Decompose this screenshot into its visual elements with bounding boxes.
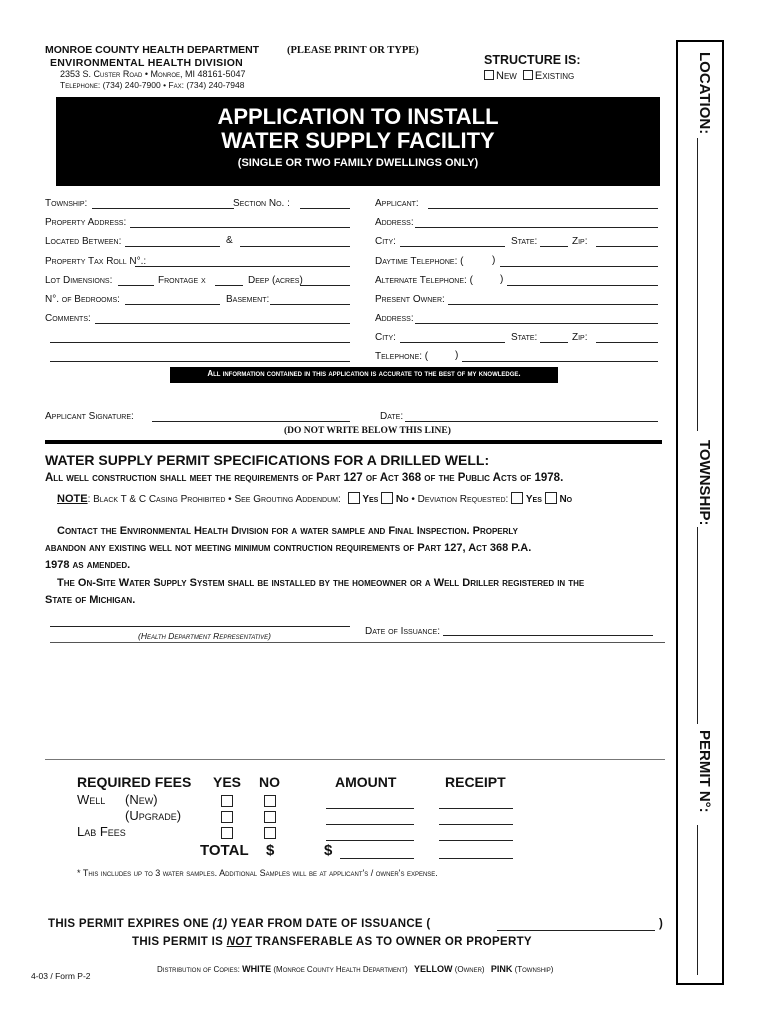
section-field[interactable] — [300, 208, 350, 209]
total-label: TOTAL — [200, 842, 249, 859]
division-name: ENVIRONMENTAL HEALTH DIVISION — [50, 57, 244, 69]
banner-title-2: WATER SUPPLY FACILITY — [221, 128, 495, 153]
dist-white-who: (Monroe County Health Department) — [273, 965, 408, 974]
zip-label: Zip: — [572, 236, 588, 247]
para2-line2: State of Michigan. — [45, 594, 136, 606]
structure-new-checkbox[interactable] — [484, 70, 494, 80]
total-dollar-1: $ — [266, 842, 275, 859]
comments-field-3[interactable] — [50, 361, 350, 362]
located-between-field-1[interactable] — [125, 246, 220, 247]
rep-signature-field[interactable] — [50, 626, 350, 627]
receipt-field-1[interactable] — [439, 808, 513, 809]
owner-phone-field[interactable] — [462, 361, 658, 362]
date-field[interactable] — [405, 421, 658, 422]
property-address-field[interactable] — [130, 227, 350, 228]
structure-new-label: New — [496, 70, 517, 82]
basement-label: Basement: — [226, 294, 270, 305]
transfer-pre: THIS PERMIT IS — [132, 936, 224, 948]
tax-roll-label: Property Tax Roll N°.: — [45, 256, 147, 267]
grouting-no-checkbox[interactable] — [381, 492, 393, 504]
township-field[interactable] — [92, 208, 234, 209]
expiry-date-field[interactable] — [497, 930, 655, 931]
dist-label: Distribution of Copies: — [157, 965, 240, 974]
basement-field[interactable] — [270, 304, 350, 305]
grouting-no-label: No — [395, 494, 409, 505]
expires-one: (1) — [212, 918, 228, 930]
date-issuance-label: Date of Issuance: — [365, 626, 440, 637]
receipt-field-2[interactable] — [439, 824, 513, 825]
note-label: NOTE — [57, 493, 88, 505]
transfer-post: TRANSFERABLE AS TO OWNER OR PROPERTY — [255, 936, 532, 948]
banner-title-1: APPLICATION TO INSTALL — [217, 104, 499, 129]
owner-zip-field[interactable] — [596, 342, 658, 343]
city-label: City: — [375, 236, 396, 247]
daytime-phone-field[interactable] — [500, 266, 658, 267]
owner-state-field[interactable] — [540, 342, 568, 343]
specs-divider — [50, 642, 665, 643]
zip-field[interactable] — [596, 246, 658, 247]
bedrooms-label: N°. of Bedrooms: — [45, 294, 120, 305]
receipt-field-3[interactable] — [439, 840, 513, 841]
para2-line1: The On-Site Water Supply System shall be installed by the homeowner or a Well Driller registered in the — [57, 577, 585, 589]
dept-address: 2353 S. Custer Road • Monroe, MI 48161-5047 — [60, 69, 246, 79]
owner-city-field[interactable] — [400, 342, 505, 343]
state-field[interactable] — [540, 246, 568, 247]
located-between-field-2[interactable] — [240, 246, 350, 247]
amp: & — [226, 235, 233, 246]
para1-line2: abandon any existing well not meeting minimum contruction requirements of Part 127, Act 368 P.A. — [45, 542, 532, 554]
para1-line3: 1978 as amended. — [45, 559, 131, 571]
amount-field-3[interactable] — [326, 840, 414, 841]
para1-line1: Contact the Environmental Health Division for a water sample and Final Inspection. Properly — [57, 525, 518, 537]
structure-existing-checkbox[interactable] — [523, 70, 533, 80]
fees-header-yes: YES — [213, 774, 242, 790]
dist-pink: PINK — [490, 964, 513, 974]
frontage-field[interactable] — [215, 285, 243, 286]
fees-header-receipt: RECEIPT — [445, 774, 506, 790]
owner-city-label: City: — [375, 332, 396, 343]
tax-roll-field[interactable] — [135, 266, 350, 267]
signature-label: Applicant Signature: — [45, 411, 134, 422]
deep-label: Deep (acres) — [248, 275, 303, 286]
well-label: Well — [77, 792, 106, 807]
present-owner-field[interactable] — [448, 304, 658, 305]
daytime-phone-label: Daytime Telephone: ( — [375, 256, 464, 267]
deviation-no-label: No — [559, 494, 573, 505]
deviation-label: • Deviation Requested: — [411, 494, 509, 505]
comments-field-1[interactable] — [95, 323, 350, 324]
structure-options — [484, 70, 574, 82]
signature-field[interactable] — [152, 421, 350, 422]
alt-phone-field[interactable] — [507, 285, 658, 286]
expires-close: ) — [659, 918, 663, 930]
applicant-field[interactable] — [428, 208, 658, 209]
well-new-label: (New) — [125, 792, 158, 807]
deviation-no-checkbox[interactable] — [545, 492, 557, 504]
do-not-write: (DO NOT WRITE BELOW THIS LINE) — [284, 426, 451, 436]
applicant-label: Applicant: — [375, 198, 419, 209]
amount-field-1[interactable] — [326, 808, 414, 809]
lot-dimensions-field[interactable] — [118, 285, 154, 286]
address-field[interactable] — [415, 227, 658, 228]
structure-label: STRUCTURE IS: — [484, 53, 581, 67]
property-address-label: Property Address: — [45, 217, 127, 228]
lot-dimensions-label: Lot Dimensions: — [45, 275, 113, 286]
dist-white: WHITE — [242, 964, 272, 974]
sidebar-permit-label: PERMIT N°: — [696, 730, 713, 813]
fees-header-required: REQUIRED FEES — [77, 774, 192, 790]
expires-line — [48, 918, 431, 930]
fees-divider — [45, 759, 665, 760]
distribution-line — [157, 964, 553, 974]
expires-rest: YEAR FROM DATE OF ISSUANCE ( — [230, 918, 431, 930]
dist-yellow: YELLOW — [413, 964, 453, 974]
date-issuance-field[interactable] — [443, 635, 653, 636]
comments-field-2[interactable] — [50, 342, 350, 343]
alt-phone-label: Alternate Telephone: ( — [375, 275, 473, 286]
certify-text: All information contained in this application is accurate to the best of my knowledge. — [207, 369, 521, 378]
permit-number-field[interactable] — [697, 825, 698, 975]
sidebar-location-label: LOCATION: — [696, 52, 713, 135]
owner-address-label: Address: — [375, 313, 414, 324]
dept-name: MONROE COUNTY HEALTH DEPARTMENT — [45, 44, 260, 56]
grouting-yes-checkbox[interactable] — [348, 492, 360, 504]
print-note: (PLEASE PRINT OR TYPE) — [287, 45, 419, 56]
note-text: : Black T & C Casing Prohibited • See Grouting Addendum: — [87, 494, 341, 505]
fees-header-amount: AMOUNT — [335, 774, 397, 790]
alt-paren: ) — [500, 274, 504, 285]
fees-header-no: NO — [259, 774, 280, 790]
state-label: State: — [511, 236, 538, 247]
city-field[interactable] — [400, 246, 505, 247]
transfer-line — [132, 936, 532, 948]
amount-field-2[interactable] — [326, 824, 414, 825]
transfer-not: NOT — [226, 936, 252, 948]
deviation-yes-label: Yes — [525, 494, 542, 505]
owner-paren: ) — [455, 350, 459, 361]
structure-existing-label: Existing — [534, 70, 575, 82]
present-owner-label: Present Owner: — [375, 294, 445, 305]
note-line — [57, 492, 572, 505]
expires-text: THIS PERMIT EXPIRES ONE — [48, 918, 209, 930]
total-amount-field[interactable] — [340, 858, 414, 859]
comments-label: Comments: — [45, 313, 91, 324]
banner-subtitle: (SINGLE OR TWO FAMILY DWELLINGS ONLY) — [237, 157, 479, 169]
address-label: Address: — [375, 217, 414, 228]
owner-address-field[interactable] — [415, 323, 658, 324]
frontage-label: Frontage x — [158, 275, 206, 286]
sidebar-township-field[interactable] — [697, 527, 698, 724]
bedrooms-field[interactable] — [125, 304, 220, 305]
sidebar-township-label: TOWNSHIP: — [696, 440, 713, 526]
total-receipt-field[interactable] — [439, 858, 513, 859]
fees-footnote: * This includes up to 3 water samples. Additional Samples will be at applicant's / owner's expense. — [77, 868, 438, 878]
form-number: 4-03 / Form P-2 — [31, 971, 91, 981]
well-upgrade-label: (Upgrade) — [125, 808, 182, 823]
lab-fees-label: Lab Fees — [77, 824, 126, 839]
rep-label: (Health Department Representative) — [138, 631, 271, 641]
deviation-yes-checkbox[interactable] — [511, 492, 523, 504]
date-label: Date: — [380, 411, 404, 422]
section-label: Section No. : — [233, 198, 290, 209]
owner-state-label: State: — [511, 332, 538, 343]
location-field[interactable] — [697, 138, 698, 431]
specs-requirement: All well construction shall meet the requirements of Part 127 of Act 368 of the Public Acts of 1978. — [45, 472, 564, 484]
total-dollar-2: $ — [324, 842, 333, 859]
township-label: Township: — [45, 198, 88, 209]
dept-phone: Telephone: (734) 240-7900 • Fax: (734) 240-7948 — [60, 80, 245, 90]
grouting-yes-label: Yes — [362, 494, 379, 505]
specs-heading: WATER SUPPLY PERMIT SPECIFICATIONS FOR A DRILLED WELL: — [45, 452, 490, 468]
dist-pink-who: (Township) — [514, 965, 554, 974]
owner-phone-label: Telephone: ( — [375, 351, 429, 362]
dist-yellow-who: (Owner) — [454, 965, 485, 974]
owner-zip-label: Zip: — [572, 332, 588, 343]
deep-field[interactable] — [300, 285, 350, 286]
divider-thick — [45, 440, 662, 444]
located-between-label: Located Between: — [45, 236, 122, 247]
daytime-paren: ) — [492, 255, 496, 266]
